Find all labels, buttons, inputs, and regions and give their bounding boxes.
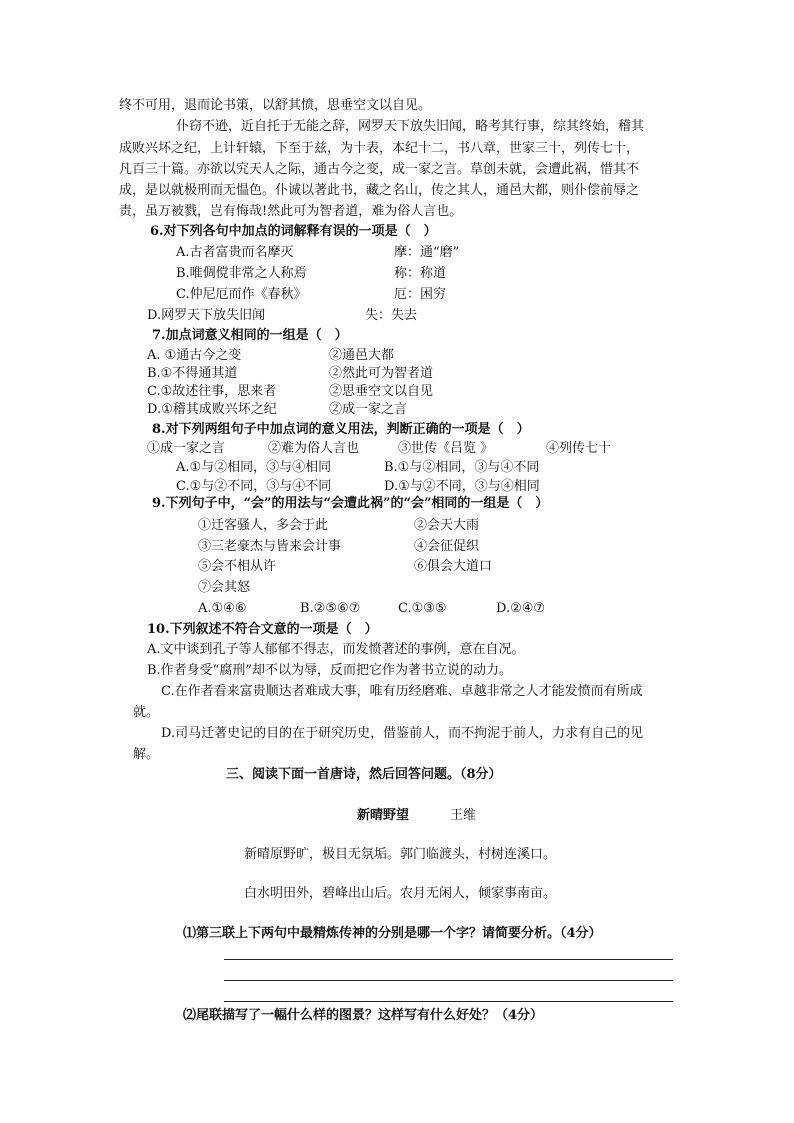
q9-option-c: C.①③⑤	[398, 601, 447, 616]
q10-option-d-cont: 解。	[133, 747, 160, 762]
poem-line-2: 白水明田外，碧峰出山后。农月无闲人，倾家事南亩。	[244, 886, 557, 901]
q9-item-2: ②会天大雨	[414, 518, 480, 533]
q7-option-a-left: A. ①通古今之变	[147, 348, 242, 363]
q7-option-d-right: ②成一家之言	[329, 402, 408, 417]
question-6-stem: 6.对下列各句中加点的词解释有误的一项是（ ）	[150, 224, 437, 239]
q9-item-3: ③三老豪杰与皆来会计事	[198, 539, 342, 554]
passage-line: 终不可用，退而论书策，以舒其愤，思垂空文以自见。	[119, 98, 432, 113]
question-8-stem: 8.对下列两组句子中加点词的意义用法，判断正确的一项是（ ）	[152, 422, 530, 437]
q7-option-a-right: ②通邑大都	[329, 348, 395, 363]
q8-item-3: ③世传《吕览 》	[398, 441, 494, 456]
answer-line[interactable]	[224, 980, 673, 981]
q10-option-b: B.作者身受“腐刑”却不以为辱，反而把它作为著书立说的动力。	[147, 663, 512, 678]
section-3-heading: 三、阅读下面一首唐诗，然后回答问题。（8分）	[226, 767, 502, 782]
q6-option-d-gloss: 失：失去	[365, 308, 418, 323]
poem-question-2: ⑵尾联描写了一幅什么样的图景？这样写有什么好处？（4分）	[183, 1008, 544, 1023]
question-10-stem: 10.下列叙述不符合文意的一项是（ ）	[147, 622, 378, 637]
q7-option-c-left: C.①故述往事，思来者	[147, 384, 277, 399]
passage-line: 成，是以就极刑而无愠色。仆诚以著此书，藏之名山，传之其人，通邑大都，则仆偿前辱之	[119, 183, 640, 198]
question-7-stem: 7.加点词意义相同的一组是（ ）	[152, 328, 348, 343]
question-9-stem: 9.下列句子中，“会”的用法与“会遭此祸”的“会”相同的一组是（ ）	[152, 496, 549, 511]
q9-item-6: ⑥俱会大道口	[414, 559, 493, 574]
passage-line: 凡百三十篇。亦欲以究天人之际，通古今之变，成一家之言。草创未就，会遭此祸，惜其不	[119, 162, 640, 177]
passage-line: 仆窃不逊，近自托于无能之辞，网罗天下放失旧闻，略考其行事，综其终始，稽其	[176, 119, 645, 134]
q9-item-5: ⑤会不相从许	[198, 559, 277, 574]
poem-line-1: 新晴原野旷，极目无氛垢。郭门临渡头，村树连溪口。	[244, 847, 557, 862]
q6-option-c-gloss: 厄：困穷	[394, 287, 447, 302]
q8-item-2: ②难为俗人言也	[268, 441, 360, 456]
q10-option-d: D.司马迁著史记的目的在于研究历史，借鉴前人，而不拘泥于前人，力求有自己的见	[161, 726, 644, 741]
q8-item-4: ④列传七十	[546, 441, 612, 456]
passage-line: 责，虽万被戮，岂有悔哉!然此可为智者道，难为俗人言也。	[119, 204, 463, 219]
q8-option-b: B.①与②相同，③与④不同	[384, 460, 540, 475]
q7-option-d-left: D.①稽其成败兴坏之纪	[147, 402, 277, 417]
answer-line[interactable]	[224, 959, 673, 960]
q6-option-c: C.仲尼厄而作《春秋》	[176, 287, 307, 302]
q7-option-b-left: B.①不得通其道	[147, 366, 238, 381]
q9-option-a: A.①④⑥	[198, 601, 247, 616]
q10-option-c-cont: 就。	[133, 705, 160, 720]
q9-item-1: ①迁客骚人，多会于此	[198, 518, 329, 533]
q8-option-c: C.①与②不同，③与④不同	[176, 479, 332, 494]
q9-option-b: B.②⑤⑥⑦	[300, 601, 361, 616]
q6-option-b: B.唯倜傥非常之人称焉	[176, 266, 307, 281]
q7-option-c-right: ②思垂空文以自见	[329, 384, 434, 399]
poem-author: 王维	[450, 808, 477, 823]
q6-option-d: D.网罗天下放失旧闻	[147, 308, 266, 323]
q9-option-d: D.②④⑦	[496, 601, 546, 616]
poem-question-1: ⑴第三联上下两句中最精炼传神的分别是哪一个字？请简要分析。（4分）	[183, 926, 602, 941]
poem-title: 新晴野望	[357, 808, 410, 823]
q6-option-a: A.古者富贵而名摩灭	[176, 245, 294, 260]
q10-option-a: A.文中谈到孔子等人郁郁不得志，而发愤著述的事例，意在自况。	[147, 642, 525, 657]
q9-item-7: ⑦会其怒	[198, 580, 251, 595]
q10-option-c: C.在作者看来富贵顺达者难成大事，唯有历经磨难、卓越非常之人才能发愤而有所成	[161, 684, 643, 699]
q6-option-a-gloss: 摩：通“磨”	[394, 245, 460, 260]
q7-option-b-right: ②然此可为智者道	[329, 366, 434, 381]
q8-item-1: ①成一家之言	[147, 441, 226, 456]
answer-line[interactable]	[224, 1001, 673, 1002]
q9-item-4: ④会征促织	[414, 539, 480, 554]
q8-option-d: D.①与②不同，③与④相同	[384, 479, 540, 494]
passage-line: 成败兴坏之纪，上计轩辕，下至于兹，为十表，本纪十二，书八章，世家三十，列传七十，	[119, 141, 640, 156]
q8-option-a: A.①与②相同，③与④相同	[176, 460, 332, 475]
q6-option-b-gloss: 称：称道	[394, 266, 447, 281]
